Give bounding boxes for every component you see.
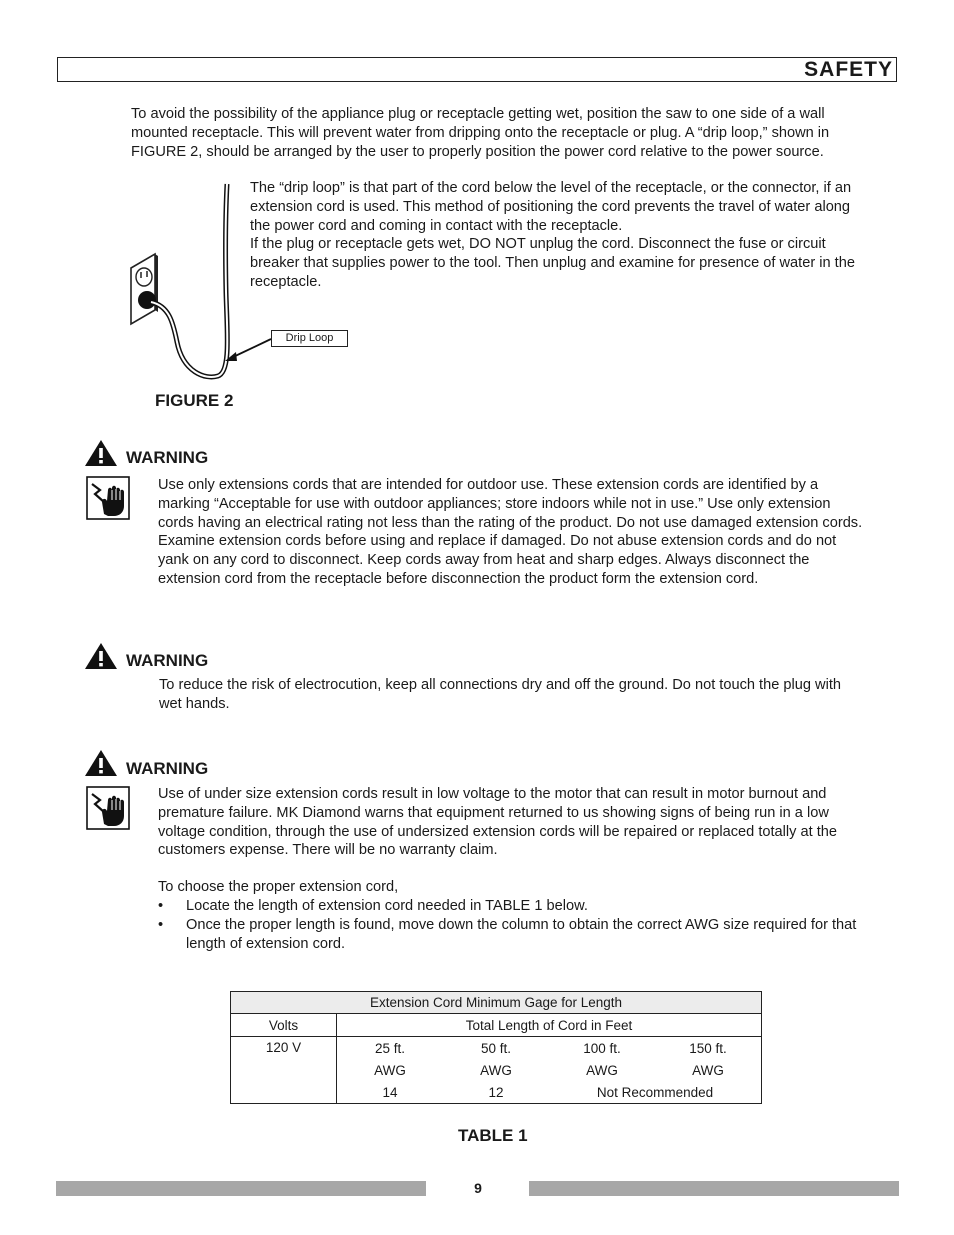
drip-loop-callout: Drip Loop [271, 330, 348, 347]
electric-shock-hazard-icon [86, 476, 130, 520]
section-title: SAFETY [804, 58, 893, 81]
gauge-cell-not-recommended: Not Recommended [596, 1084, 714, 1100]
awg-label-cell: AWG [586, 1062, 618, 1078]
figure-caption: FIGURE 2 [155, 391, 234, 410]
footer-bar-left [56, 1181, 426, 1196]
gauge-cell: 14 [382, 1084, 398, 1100]
awg-label-cell: AWG [374, 1062, 406, 1078]
warning-title: WARNING [126, 651, 209, 670]
section-header-bar [57, 57, 897, 82]
awg-label-cell: AWG [480, 1062, 512, 1078]
list-item-text: Locate the length of extension cord needed in TABLE 1 below. [186, 898, 588, 914]
length-cell: 150 ft. [689, 1040, 727, 1056]
warning-text-outdoor-cords: Use only extensions cords that are intended for outdoor use. These extension cords are identified by a marking “Acceptable for use with outdoor appliances; store indoors while not in use.” Use only extension cords having an electrical rating not less than the rating of the product. Do not use damaged extension cords. Examine extension cords before using and replace if damaged. Do not abuse extension cords and do not yank on any cord to disconnect. Keep cords away from heat and sharp edges. Always disconnect the extension cord from the receptacle before disconnection the product form the extension cord. [158, 477, 863, 587]
warning-triangle-icon [84, 749, 118, 777]
warning-text-electrocution: To reduce the risk of electrocution, keep all connections dry and off the ground. Do not touch the plug with wet hands. [159, 677, 842, 712]
drip-loop-description: The “drip loop” is that part of the cord below the level of the receptacle, or the connector, if an extension cord is used. This method of positioning the cord prevents the travel of water along the power cord and coming in contact with the receptacle. [250, 180, 852, 234]
table-title-row [231, 992, 762, 1014]
table-title: Extension Cord Minimum Gage for Length [231, 992, 762, 1014]
volts-value: 120 V [231, 1037, 337, 1104]
table-row [231, 1037, 762, 1060]
warning-title: WARNING [126, 448, 209, 467]
wet-plug-instructions: If the plug or receptacle gets wet, DO NOT unplug the cord. Disconnect the fuse or circuit breaker that supplies power to the tool. Then unplug and examine for presence of water in the receptacle. [250, 236, 855, 290]
length-cell: 50 ft. [480, 1040, 512, 1056]
table-header-row [231, 1014, 762, 1037]
column-header-length: Total Length of Cord in Feet [337, 1014, 762, 1037]
awg-label-cell: AWG [692, 1062, 724, 1078]
bullet-icon: • [158, 898, 164, 914]
electric-shock-hazard-icon [86, 786, 130, 830]
gauge-cell: 12 [488, 1084, 504, 1100]
warning-text-undersize-cords: Use of under size extension cords result in low voltage to the motor that can result in motor burnout and premature failure. MK Diamond warns that equipment returned to us showing signs of being run in a low voltage condition, through the use of undersized extension cords will be repaired or replaced totally at the customers expense. There will be no warranty claim. [158, 786, 838, 859]
choose-cord-intro: To choose the proper extension cord, [158, 879, 399, 895]
list-item [158, 916, 863, 954]
table-caption: TABLE 1 [458, 1126, 528, 1145]
length-cell: 100 ft. [583, 1040, 621, 1056]
bullet-icon: • [158, 916, 164, 933]
page-number: 9 [474, 1180, 482, 1196]
list-item-text: Once the proper length is found, move down the column to obtain the correct AWG size required for that length of extension cord. [186, 916, 857, 952]
choose-cord-list [158, 897, 863, 953]
warning-triangle-icon [84, 642, 118, 670]
warning-title: WARNING [126, 759, 209, 778]
length-cell: 25 ft. [374, 1040, 406, 1056]
footer-bar-right [529, 1181, 899, 1196]
list-item [158, 897, 863, 916]
intro-paragraph: To avoid the possibility of the appliance plug or receptacle getting wet, position the saw to one side of a wall mounted receptacle. This will prevent water from dripping onto the receptacle or plug. A “drip loop,” shown in FIGURE 2, should be arranged by the user to properly position the power cord relative to the power source. [131, 106, 830, 160]
extension-cord-table [230, 991, 762, 1104]
warning-triangle-icon [84, 439, 118, 467]
column-header-volts: Volts [231, 1014, 337, 1037]
